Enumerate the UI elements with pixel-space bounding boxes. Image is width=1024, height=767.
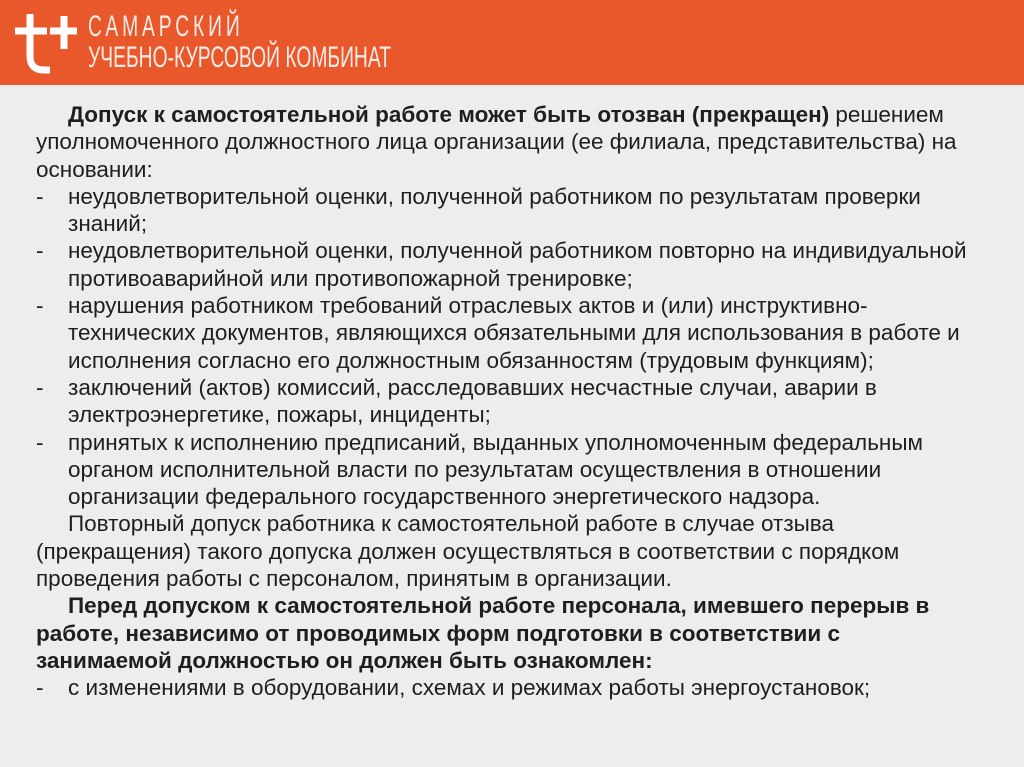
list-item-line: технических документов, являющихся обязательными для использования в работе и xyxy=(68,320,960,346)
list-item-line: органом исполнительной власти по результатам осуществления в отношении xyxy=(68,456,882,482)
text-line: проведения работы с персоналом, принятым в организации. xyxy=(36,566,672,592)
list-item-line: с изменениями в оборудовании, схемах и режимах работы энергоустановок; xyxy=(68,675,871,701)
text-line: уполномоченного должностного лица организации (ее филиала, представительства) на xyxy=(36,129,957,155)
bullet-dash: - xyxy=(36,429,44,455)
readmission-paragraph xyxy=(0,510,1024,592)
bullet-dash: - xyxy=(36,238,44,264)
bullet-dash: - xyxy=(36,374,44,400)
list-item xyxy=(0,374,1024,429)
list-item-line: заключений (актов) комиссий, расследовавших несчастные случаи, аварии в xyxy=(68,374,877,400)
list-item-line: неудовлетворительной оценки, полученной работником повторно на индивидуальной xyxy=(68,238,967,264)
after-break-list xyxy=(0,674,1024,701)
text-line: (прекращения) такого допуска должен осуществляться в соответствии с порядком xyxy=(36,538,900,564)
slide-body xyxy=(0,101,1024,702)
list-item-line: нарушения работником требований отраслевых актов и (или) инструктивно- xyxy=(68,293,868,319)
text-line xyxy=(0,101,1024,128)
list-item xyxy=(0,183,1024,238)
list-item-line: электроэнергетике, пожары, инциденты; xyxy=(68,402,491,428)
list-item xyxy=(0,237,1024,292)
grounds-list xyxy=(0,183,1024,511)
text-line: Повторный допуск работника к самостоятельной работе в случае отзыва xyxy=(68,511,835,537)
revocation-lead-rest: решением xyxy=(835,102,944,127)
text-line: основании: xyxy=(36,156,153,182)
list-item-line: противоаварийной или противопожарной тренировке; xyxy=(68,265,633,291)
bullet-dash: - xyxy=(36,183,44,209)
text-line: Перед допуском к самостоятельной работе персонала, имевшего перерыв в xyxy=(68,593,930,619)
list-item-line: неудовлетворительной оценки, полученной работником по результатам проверки xyxy=(68,183,921,209)
text-line: работе, независимо от проводимых форм подготовки в соответствии с xyxy=(36,620,840,646)
list-item-line: организации федерального государственного энергетического надзора. xyxy=(68,484,821,510)
list-item xyxy=(0,674,1024,701)
list-item-line: принятых к исполнению предписаний, выданных уполномоченным федеральным xyxy=(68,429,923,455)
revocation-lead-bold: Допуск к самостоятельной работе может быть отозван (прекращен) xyxy=(68,102,830,127)
slide-header xyxy=(0,0,1024,85)
list-item-line: знаний; xyxy=(68,211,148,237)
organization-name-line1: САМАРСКИЙ xyxy=(88,10,244,43)
after-break-paragraph xyxy=(0,592,1024,674)
bullet-dash: - xyxy=(36,675,44,701)
t-plus-logo-icon xyxy=(6,6,78,78)
text-line: занимаемой должностью он должен быть ознакомлен: xyxy=(36,647,653,673)
list-item xyxy=(0,429,1024,511)
bullet-dash: - xyxy=(36,293,44,319)
organization-name-line2: УЧЕБНО-КУРСОВОЙ КОМБИНАТ xyxy=(88,41,392,74)
list-item-line: исполнения согласно его должностным обязанностям (трудовым функциям); xyxy=(68,347,874,373)
revocation-paragraph xyxy=(0,101,1024,183)
list-item xyxy=(0,292,1024,374)
